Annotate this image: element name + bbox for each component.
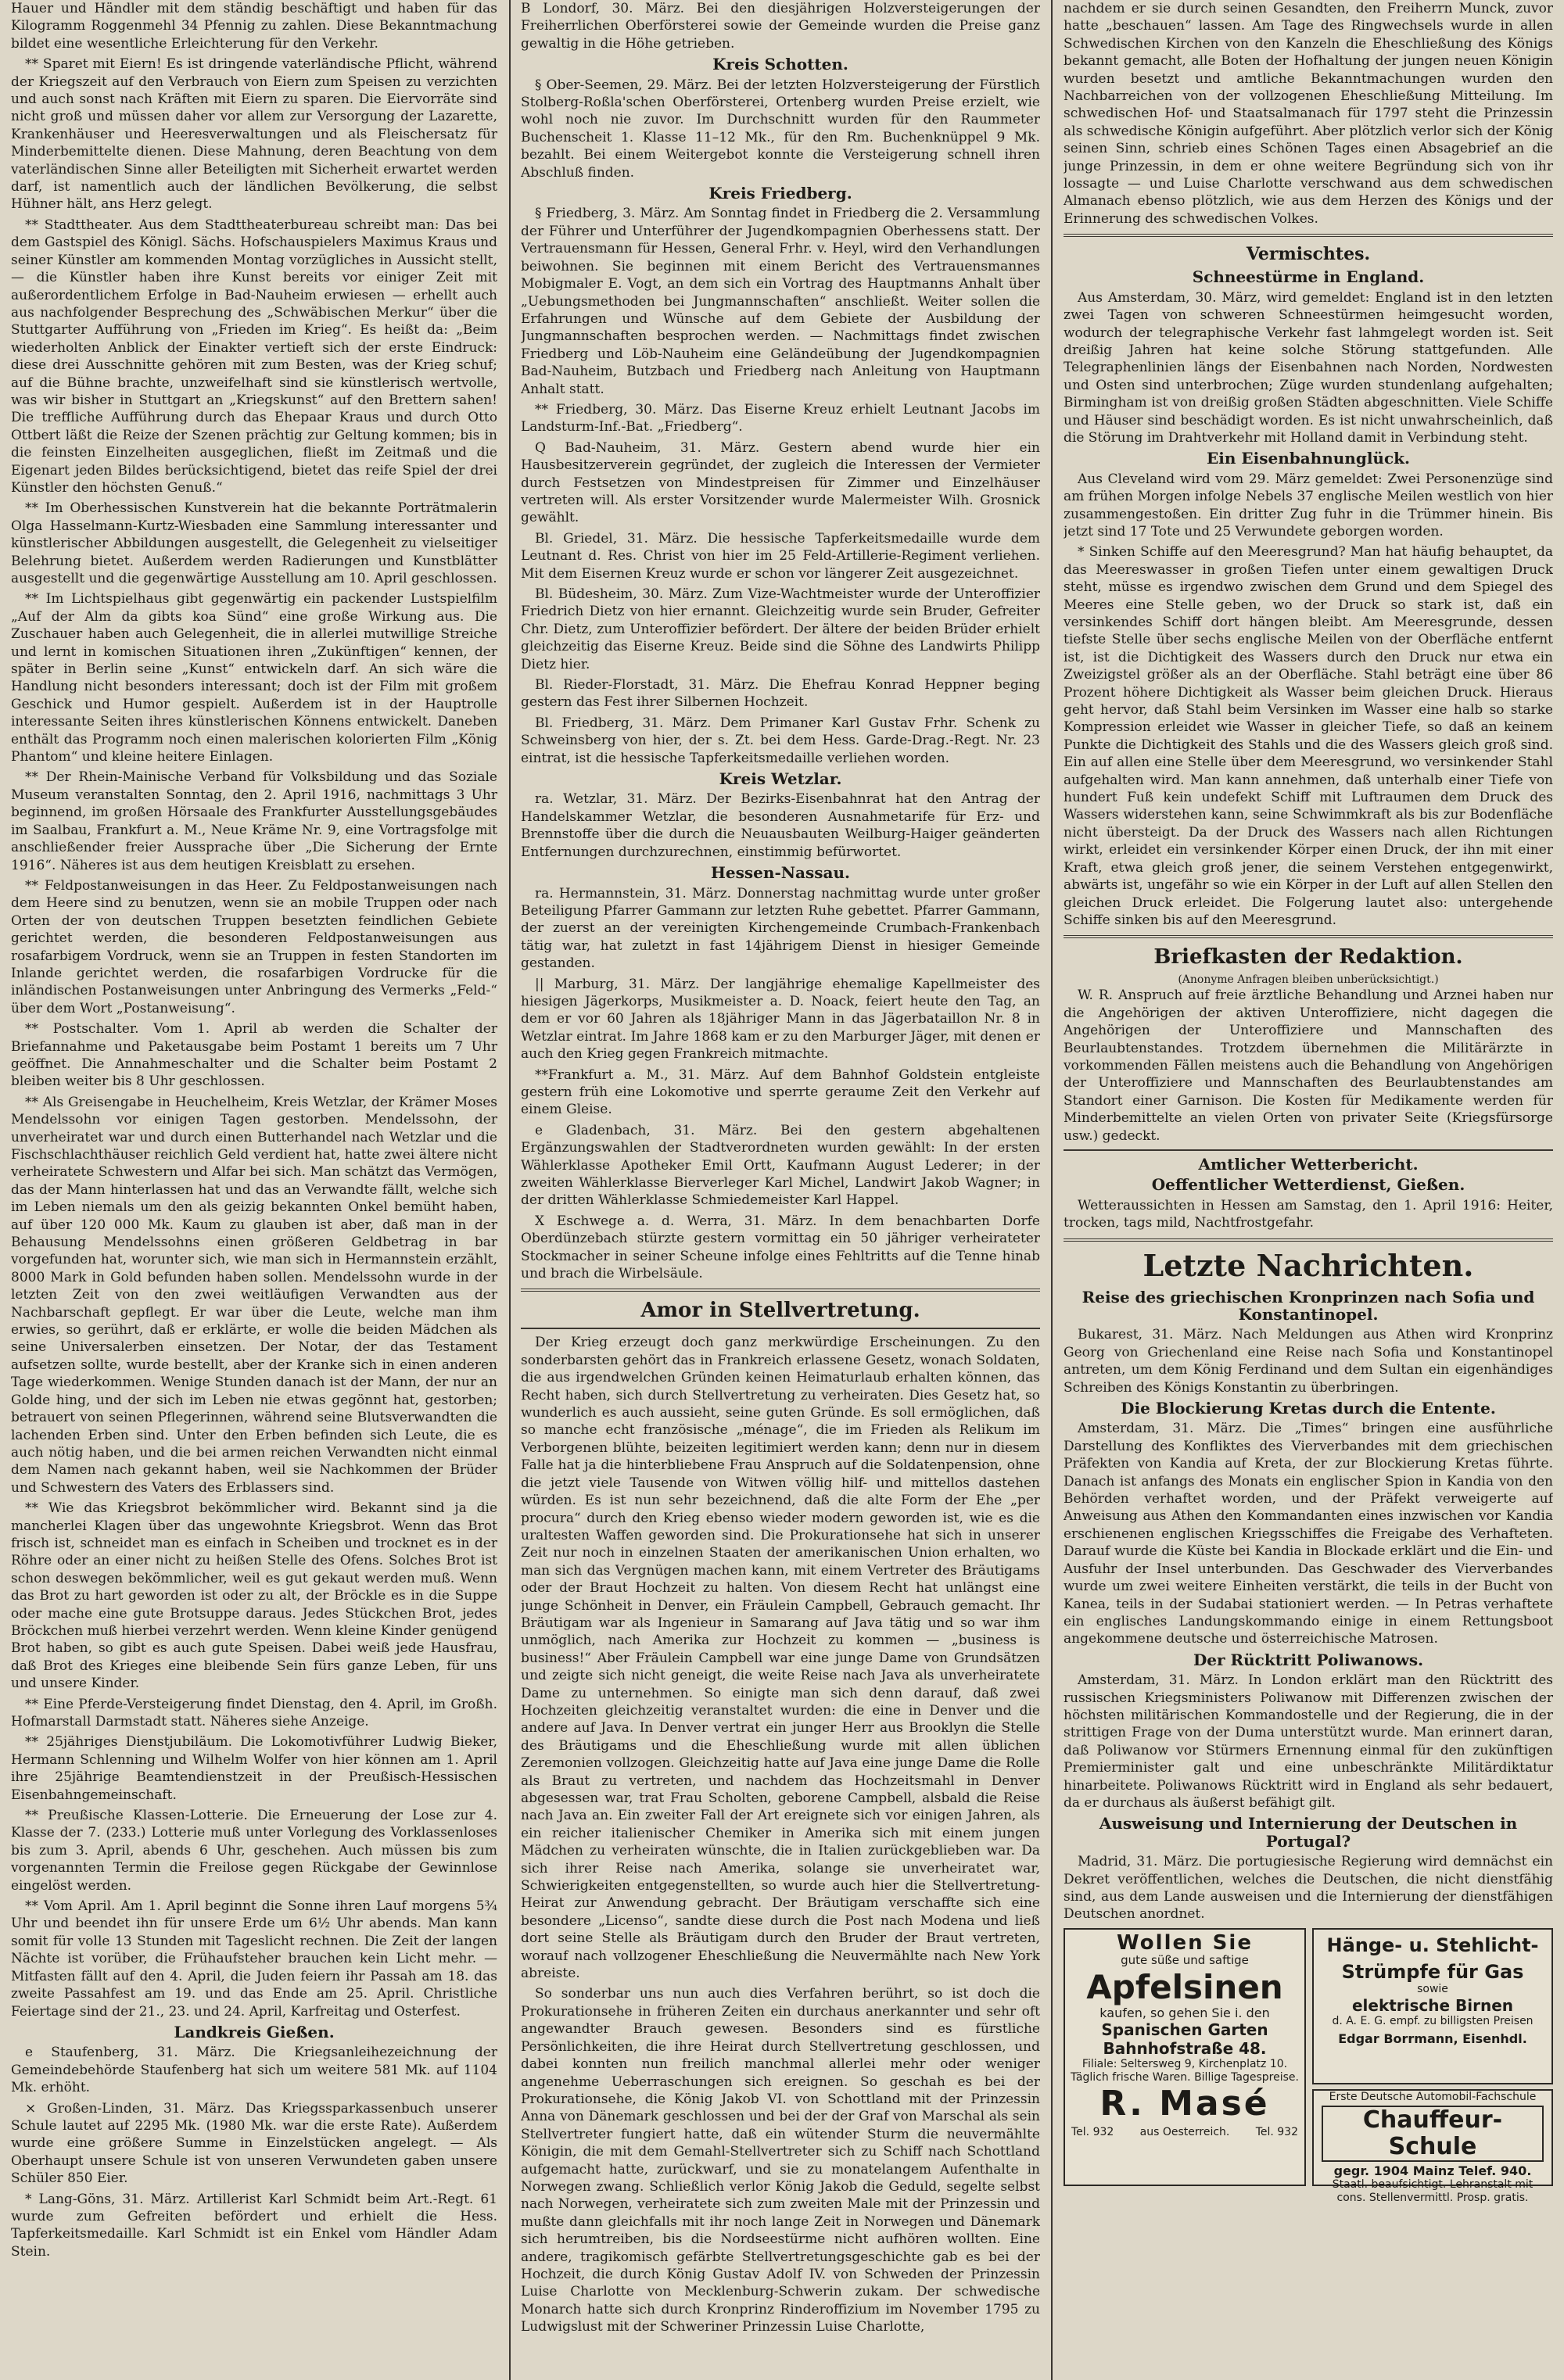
ad-text: Filiale: Seltersweg 9, Kirchenplatz 10. <box>1082 2057 1288 2070</box>
article-paragraph: ** Im Lichtspielhaus gibt gegenwärtig ein packender Lustspielfilm „Auf der Alm da gibts koa Sünd“ eine große Wirkung aus. Die Zuschauer haben auch Gelegenheit, die in allerlei mutwillige Streiche und lernt in komischen Situationen ihren „Zukünftigen“ kennen, der später in Berlin seine „Kunst“ entwickeln darf. An sich wäre die Handlung nicht besonders interessant; doch ist der Film mit großem Geschick und Humor gespielt. Außerdem ist in der Hauptrolle interessante Seiten ihres künstlerischen Könnens entwickelt. Daneben enthält das Programm noch einen malerischen kolorierten Film „König Phantom“ und kleine heitere Einlagen. <box>11 591 497 765</box>
advertisements <box>1064 1928 1553 2204</box>
article-paragraph: e Gladenbach, 31. März. Bei den gestern abgehaltenen Ergänzungswahlen der Stadtverordneten wurden gewählt: In der ersten Wählerklasse Apotheker Emil Ortt, Kaufmann August Lederer; in der zweiten Wählerklasse Bierverleger Karl Michel, Landwirt Jakob Wagner; in der dritten Wählerklasse Schmiedemeister Karl Happel. <box>521 1122 1040 1209</box>
column-3 <box>1064 0 1553 2380</box>
ad-phone: Tel. 932 <box>1255 2125 1298 2138</box>
article-paragraph: ** Stadttheater. Aus dem Stadttheaterbureau schreibt man: Das bei dem Gastspiel des Königl. Sächs. Hofschauspielers Maximus Kraus und seiner Künstler am kommenden Montag vorzügliches in Aussicht stellt, — die Künstler haben ihre Kunst bereits vor einiger Zeit mit außerordentlichem Erfolge in Bad-Nauheim erwiesen — erhellt auch aus nachfolgender Besprechung des „Schwäbischen Merkur“ über die Stuttgarter Aufführung von „Frieden im Krieg“. Es heißt da: „Beim wiederholten Anblick der Einakter vertieft sich der erste Eindruck: diese drei Ausschnitte gehören mit zum Besten, was der Krieg schuf; auf die Bühne brachte, unzweifelhaft sind sie künstlerisch wertvolle, was wir bisher in Stuttgart an „Kriegskunst“ auf den Brettern sahen! Die treffliche Aufführung durch das Ehepaar Kraus und durch Otto Ottbert läßt die Reize der Szenen prächtig zur Geltung kommen; bis in die feinsten Einzelheiten ausgeglichen, fließt im Zeitmaß und die Eigenart jeden Bildes berücksichtigend, bietet das reife Spiel der drei Künstler den höchsten Genuß.“ <box>11 217 497 496</box>
subheading: Schneestürme in England. <box>1192 267 1425 287</box>
article-paragraph: Q Bad-Nauheim, 31. März. Gestern abend wurde hier ein Hausbesitzerverein gegründet, der zugleich die Interessen der Vermieter durch Festsetzen von Mindestpreisen für Zimmer und Einzelhäuser vertreten will. Als erster Vorsitzender wurde Malermeister Wilh. Grosnick gewählt. <box>521 439 1040 526</box>
feuilleton-title: Amor in Stellvertretung. <box>640 1299 920 1323</box>
ad-phone: Tel. 932 <box>1071 2125 1114 2138</box>
column-rule <box>1051 0 1053 2380</box>
section-heading: Hessen-Nassau. <box>711 863 850 883</box>
news-headline: Der Rücktritt Poliwanows. <box>1193 1650 1424 1669</box>
article-paragraph: B Londorf, 30. März. Bei den diesjährigen Holzversteigerungen der Freiherrlichen Oberförsterei sowie der Gemeinde wurden die Preise ganz gewaltig in die Höhe getrieben. <box>521 1 1040 52</box>
article-paragraph: ra. Hermannstein, 31. März. Donnerstag nachmittag wurde unter großer Beteiligung Pfarrer Gammann zur letzten Ruhe gebettet. Pfarrer Gammann, der zuerst an der vereinigten Kirchengemeinde Crumbach-Frankenbach tätig war, hat zuletzt in fast 14jährigem Dienst in hiesiger Gemeinde gestanden. <box>521 885 1040 972</box>
ad-apfelsinen <box>1064 1928 1306 2186</box>
article-paragraph: Bl. Friedberg, 31. März. Dem Primaner Karl Gustav Frhr. Schenk zu Schweinsberg von hier, der s. Zt. bei dem Hess. Garde-Drag.-Regt. Nr. 23 eintrat, ist die hessische Tapferkeitsmedaille verliehen worden. <box>521 715 1040 766</box>
article-paragraph: ** Feldpostanweisungen in das Heer. Zu Feldpostanweisungen nach dem Heere sind zu benutzen, wenn sie an mobile Truppen oder nach Orten der von deutschen Truppen besetzten feindlichen Gebiete gerichtet werden, die besonderen Feldpostanweisungen aus rosafarbigem Vordruck, wenn sie an Truppen in festen Standorten im Inlande gerichtet werden, die rosafarbigen Vordrucke für die inländischen Postanweisungen unter Anbringung des Vermerks „Feld-“ über dem Wort „Postanweisung“. <box>11 877 497 1016</box>
article-paragraph: Aus Amsterdam, 30. März, wird gemeldet: England ist in den letzten zwei Tagen von schweren Schneestürmen heimgesucht worden, wodurch der telegraphische Verkehr fast lahmgelegt worden ist. Seit dreißig Jahren hat keine solche Störung stattgefunden. Alle Telegraphenlinien längs der Eisenbahnen nach Norden, Nordwesten und Osten sind unterbrochen; Züge wurden stundenlang aufgehalten; Birmingham ist von dreißig großen Städten abgeschnitten. Viele Schiffe und Häuser sind beschädigt worden. Es ist nicht unwahrscheinlich, daß die Störung im Drahtverkehr mit Holland damit in Verbindung steht. <box>1064 289 1553 446</box>
ad-text: gute süße und saftige <box>1121 1953 1249 1968</box>
divider <box>521 1289 1040 1292</box>
column-rule <box>509 0 511 2380</box>
article-paragraph: * Sinken Schiffe auf den Meeresgrund? Man hat häufig behauptet, da das Meereswasser in großen Tiefen unter einem gewaltigen Druck steht, müsse es irgendwo zwischen dem Grund und dem Spiegel des Meeres eine Stelle geben, wo der Druck so stark ist, daß ein versinkendes Schiff dort hängen bleibt. Am Meeresgrunde, dessen tiefste Stelle über sechs englische Meilen von der Oberfläche entfernt ist, ist die Dichtigkeit des Wassers durch den Druck nur etwa ein Zweizigstel größer als an der Oberfläche. Stahl beträgt eine über 86 Prozent höhere Dichtigkeit als Wasser beim gleichen Druck. Hieraus geht hervor, daß Stahl beim Versinken im Wasser eine halb so starke Kompression erleidet wie Wasser in gleicher Tiefe, so daß an keinem Punkte die Dichtigkeit des Stahls und die des Wassers gleich groß sind. Ein auf allen eine Stelle über dem Meeresgrund, wo versinkender Stahl aufgehalten wird. Man kann annehmen, daß unterhalb einer Tiefe von hundert Fuß kein undefekt Schiff mit Luftraumen dem Druck des Wassers widerstehen kann, seine Schwimmkraft als bis zur Bodenfläche nicht übersteigt. Da der Druck des Wassers nach allen Richtungen wirkt, erleidet ein versinkender Körper einen Druck, der ihn mit einer Kraft, etwa gleich groß jener, die seinem Verstehen entgegenwirkt, abwärts ist, ungefähr so wie ein Körper in der Luft auf allen Stellen den gleichen Druck erleidet. Die Folgerung lautet also: untergehende Schiffe sinken bis auf den Meeresgrund. <box>1064 544 1553 928</box>
subheading: Ein Eisenbahnunglück. <box>1207 449 1410 468</box>
ad-headline: Strümpfe für Gas <box>1341 1960 1524 1983</box>
ad-merchant: Edgar Borrmann, Eisenhdl. <box>1338 2031 1527 2046</box>
divider <box>1064 935 1553 938</box>
weather-heading: Amtlicher Wetterbericht. <box>1198 1154 1419 1174</box>
article-paragraph: Bl. Griedel, 31. März. Die hessische Tapferkeitsmedaille wurde dem Leutnant d. Res. Christ von hier im 25 Feld-Artillerie-Regiment verliehen. Mit dem Eisernen Kreuz wurde er schon vor längerer Zeit ausgezeichnet. <box>521 530 1040 582</box>
latest-news-title: Letzte Nachrichten. <box>1143 1247 1474 1283</box>
ad-text: Täglich frische Waren. Billige Tagespreise. <box>1071 2070 1299 2084</box>
article-paragraph: ** Der Rhein-Mainische Verband für Volksbildung und das Soziale Museum veranstalten Sonntag, den 2. April 1916, nachmittags 3 Uhr beginnend, im großen Hörsaale des Frankfurter Ausstellungsgebäudes im Saalbau, Frankfurt a. M., Neue Kräme Nr. 9, eine Vortragsfolge mit anschließender freier Aussprache über „Die Sicherung der Ernte 1916“. Näheres ist aus dem heutigen Kreisblatt zu ersehen. <box>11 769 497 873</box>
article-paragraph: Madrid, 31. März. Die portugiesische Regierung wird demnächst ein Dekret veröffentlichen, welches die Deutschen, die nicht dienstfähig sind, aus dem Lande ausweisen und die Internierung der dienstfähigen Deutschen anordnet. <box>1064 1854 1553 1923</box>
news-headline: Die Blockierung Kretas durch die Entente. <box>1121 1399 1496 1418</box>
column-1 <box>11 0 497 2380</box>
article-paragraph: ra. Wetzlar, 31. März. Der Bezirks-Eisenbahnrat hat den Antrag der Handelskammer Wetzlar, die besonderen Ausnahmetarife für Erz- und Brennstoffe über die durch die Neuausbauten Weilburg-Haiger geänderten Entfernungen durchzurechnen, einstimmig befürwortet. <box>521 791 1040 860</box>
section-heading: Briefkasten der Redaktion. <box>1153 945 1463 970</box>
ad-text: sowie <box>1417 1982 1448 1995</box>
article-paragraph: W. R. Anspruch auf freie ärztliche Behandlung und Arznei haben nur die Angehörigen der aktiven Unteroffiziere, nicht dagegen die Angehörigen der Unteroffiziere und Mannschaften des Beurlaubtenstandes. Trotzdem übernehmen die Militärärzte in vorkommenden Fällen meistens auch die Behandlung von Angehörigen der Unteroffiziere und Mannschaften des Beurlaubtenstandes am Standort einer Garnison. Die Kosten für Medikamente werden für Minderbemittelte an vielen Orten von privater Seite (Kriegsfürsorge usw.) gedeckt. <box>1064 987 1553 1144</box>
divider <box>1064 1149 1553 1151</box>
article-paragraph: e Staufenberg, 31. März. Die Kriegsanleihezeichnung der Gemeindebehörde Staufenberg hat sich um weitere 581 Mk. auf 1104 Mk. erhöht. <box>11 2045 497 2096</box>
article-paragraph: Amsterdam, 31. März. In London erklärt man den Rücktritt des russischen Kriegsministers Poliwanow mit Differenzen zwischen der höchsten militärischen Kommandostelle und der Regierung, die in der strittigen Frage von der Duma unterstützt wurde. Man erinnert daran, daß Poliwanow vor Stürmers Ernennung einmal für den zukünftigen Premierminister galt und eine unbeschränkte Militärdiktatur hinarbeitete. Poliwanows Rücktritt wird in England als sehr bedauert, da er durchaus als äußerst befähigt gilt. <box>1064 1672 1553 1811</box>
article-paragraph: § Ober-Seemen, 29. März. Bei der letzten Holzversteigerung der Fürstlich Stolberg-Roßla'schen Oberförsterei, Ortenberg wurden Preise erzielt, wie wohl noch nie zuvor. Im Durchschnitt wurden für den Raummeter Buchenscheit 1. Klasse 11–12 Mk., für den Rm. Buchenknüppel 9 Mk. bezahlt. Bei einem Weitergebot konnte die Versteigerung schnell ihren Abschluß finden. <box>521 77 1040 181</box>
ad-chauffeur-school <box>1312 2089 1553 2204</box>
divider <box>521 1328 1040 1329</box>
article-paragraph: Der Krieg erzeugt doch ganz merkwürdige Erscheinungen. Zu den sonderbarsten gehört das in Frankreich erlassene Gesetz, wonach Soldaten, die aus irgendwelchen Gründen keinen Heimaturlaub erhalten können, das Recht haben, sich durch Stellvertretung zu verheiraten. Dies Gesetz hat, so wunderlich es auch aussieht, seine guten Gründe. Es soll ermöglichen, daß so manche echt französische „ménage“, die im Frieden als Relikum im Verborgenen blühte, beizeiten legitimiert werden kann; denn nur in diesem Falle hat ja die hinterbliebene Frau Anspruch auf die Soldatenpension, ohne die jetzt viele Tausende von Witwen völlig hilf- und mittellos dastehen würden. Es ist nun sehr bezeichnend, daß die alte Form der Ehe „per procura“ durch den Krieg ebenso wieder modern geworden ist, wie es die uraltesten Waffen geworden sind. Die Prokurationsehe hat sich in unserer Zeit nur noch in einzelnen Staaten der amerikanischen Union erhalten, wo man sich das Vergnügen machen kann, mit einem Vertreter des Bräutigams oder der Braut Hochzeit zu halten. Von diesem Recht hat unlängst eine junge Schönheit in Denver, ein Fräulein Campbell, Gebrauch gemacht. Ihr Bräutigam war als Ingenieur in Samarang auf Java tätig und so war ihm unmöglich, nach Amerika zur Hochzeit zu kommen — „business is business!“ Aber Fräulein Campbell war eine junge Dame von Grundsätzen und zeigte sich nicht geneigt, die weite Reise nach Java als unverheiratete Dame zu unternehmen. So einigte man sich denn darauf, daß zwei Hochzeiten gleichzeitig veranstaltet wurden: die eine in Denver und die andere auf Java. In Denver vertrat ein junger Herr aus Brooklyn die Stelle des Bräutigams und die Eheschließung wurde mit allen üblichen Zeremonien vollzogen. Gleichzeitig hatte auf Java eine junge Dame die Rolle als Braut zu vertreten, und nachdem das Hochzeitsmahl in Denver abgesessen war, trat Frau Scholten, geborene Campbell, alsbald die Reise nach Java an. Ein zweiter Fall der Art ereignete sich vor einigen Jahren, als ein reicher italienischer Chemiker in Amerika sich mit einem jungen Mädchen zu verheiraten wünschte, die in Italien zurückgeblieben war. Da sich ihrer Reise nach Amerika, solange sie unverheiratet war, Schwierigkeiten entgegenstellten, so wurde auch hier die Stellvertretung-Heirat zur Anwendung gebracht. Der Bräutigam verschaffte sich eine besondere „Licenso“, sandte diese durch die Post nach Modena und ließ dort seine Stelle als Bräutigam durch den Bruder der Braut vertreten, worauf nach vollzogener Eheschließung die Neuvermählte nach New York abreiste. <box>521 1335 1040 1982</box>
article-paragraph: ** Wie das Kriegsbrot bekömmlicher wird. Bekannt sind ja die mancherlei Klagen über das ungewohnte Kriegsbrot. Wenn das Brot frisch ist, schneidet man es einfach in Scheiben und trocknet es in der Röhre oder an einer nicht zu heißen Stelle des Ofens. Solches Brot ist schon deswegen bekömmlicher, weil es gut gekaut werden muß. Wenn das Brot zu hart geworden ist oder zu alt, der Bröckle es in die Suppe oder mache eine gute Brotsuppe daraus. Jedes Stückchen Brot, jedes Bröckchen muß hierbei verzehrt werden. Wenn kleine Kinder genügend Brot haben, so gibt es auch gute Speisen. Dabei weiß jede Hausfrau, daß Brot des Krieges eine bleibende Sein fürs ganze Leben, für uns und unsere Kinder. <box>11 1500 497 1692</box>
article-paragraph: X Eschwege a. d. Werra, 31. März. In dem benachbarten Dorfe Oberdünzebach stürzte gestern vormittag ein 50 jähriger verheirateter Stockmacher in seiner Scheune infolge eines Fehltritts auf die Tenne hinab und brach die Wirbelsäule. <box>521 1213 1040 1282</box>
ad-product: elektrische Birnen <box>1351 1995 1514 2015</box>
column-2 <box>521 0 1040 2380</box>
weather-subheading: Oeffentlicher Wetterdienst, Gießen. <box>1151 1175 1465 1195</box>
article-paragraph: Amsterdam, 31. März. Die „Times“ bringen eine ausführliche Darstellung des Konfliktes des Vierverbandes mit dem griechischen Präfekten von Kandia auf Kreta, der zur Blockierung Kretas führte. Danach ist anfangs des Monats ein englischer Spion in Kandia von den Behörden verhaftet worden, und der Präfekt verweigerte auf Anweisung aus Athen den Kommandanten eines inzwischen vor Kandia erschienenen englischen Kriegsschiffes die Freigabe des Verhafteten. Darauf wurde die Küste bei Kandia in Blockade erklärt und die Ein- und Ausfuhr der Insel unterbunden. Das Geschwader des Vierverbandes wurde um zwei weitere Einheiten verstärkt, die teils in der Bucht von Kanea, teils in der Sudabai stationiert werden. — In Petras verhaftete ein englisches Landungskommando einige in einem Rettungsboot angekommene deutsche und österreichische Matrosen. <box>1064 1421 1553 1647</box>
divider <box>1064 1238 1553 1242</box>
ad-gas-lighting <box>1312 1928 1553 2084</box>
section-heading: Vermischtes. <box>1246 244 1371 265</box>
ad-text: gegr. 1904 Mainz Telef. 940. <box>1333 2163 1532 2178</box>
article-paragraph: Bl. Rieder-Florstadt, 31. März. Die Ehefrau Konrad Heppner beging gestern das Fest ihrer Silbernen Hochzeit. <box>521 677 1040 711</box>
subheading: (Anonyme Anfragen bleiben unberücksichtigt.) <box>1178 973 1439 987</box>
article-paragraph: ** Sparet mit Eiern! Es ist dringende vaterländische Pflicht, während der Kriegszeit auf den Verbrauch von Eiern zum Speisen zu verzichten und auch sonst nach Kräften mit Eiern zu sparen. Die Eiervorräte sind nicht groß und müssen daher vor allem zur Versorgung der Lazarette, Krankenhäuser und Heeresverwaltungen und als Fleischersatz für Minderbemittelte dienen. Diese Mahnung, deren Beachtung von dem vaterländischen Sinne aller Beteiligten mit Sicherheit erwartet werden darf, ist namentlich auch der ländlichen Bevölkerung, die selbst Hühner hält, ans Herz gelegt. <box>11 56 497 213</box>
ad-product: Apfelsinen <box>1086 1967 1283 2006</box>
article-paragraph: ** 25jähriges Dienstjubiläum. Die Lokomotivführer Ludwig Bieker, Hermann Schlenning und Wilhelm Wolfer von hier können am 1. April ihre 25jährige Beamtendienstzeit in der Preußisch-Hessischen Eisenbahngemeinschaft. <box>11 1734 497 1803</box>
section-heading: Kreis Wetzlar. <box>719 769 842 789</box>
ad-text: aus Oesterreich. <box>1139 2125 1230 2138</box>
article-paragraph: § Friedberg, 3. März. Am Sonntag findet in Friedberg die 2. Versammlung der Führer und Unterführer der Jugendkompagnien Oberhessens statt. Der Vertrauensmann für Hessen, General Frhr. v. Heyl, wird den Verhandlungen beiwohnen. Sie beginnen mit einem Bericht des Vertrauensmannes Mobigmaler E. Vogt, an dem sich ein Vortrag des Hauptmanns Anhalt über „Uebungsmethoden bei Jungmannschaften“ anschließt. Weiter sollen die Erfahrungen und Wünsche auf dem Gebiete der Ausbildung der Jungmannschaften besprochen werden. — Nachmittags findet zwischen Friedberg und Löb-Nauheim eine Geländeübung der Jugendkompagnien Bad-Nauheim, Butzbach und Friedberg nach Anleitung von Hauptmann Anhalt statt. <box>521 206 1040 397</box>
news-headline: Ausweisung und Internierung der Deutschen in Portugal? <box>1099 1814 1518 1851</box>
article-paragraph: nachdem er sie durch seinen Gesandten, den Freiherrn Munck, zuvor hatte „beschauen“ lassen. Am Tage des Ringwechsels wurde in allen Schwedischen Kirchen von den Kanzeln die Eheschließung des Königs bekannt gemacht, alle Boten der Hofhaltung der jungen neuen Königin wurden besetzt und amtliche Bekanntmachungen wurden den Nachbarreichen von der vollzogenen Eheschließung Mitteilung. Im schwedischen Hof- und Staatsalmanach für 1797 steht die Prinzessin als schwedische Königin aufgeführt. Aber plötzlich verlor sich der König seinen Sinn, schrieb eines Schönen Tages einen Absagebrief an die junge Prinzessin, in dem er ohne weitere Begründung sich von ihr lossagte — und Luise Charlotte verschwand aus dem schwedischen Almanach ebenso plötzlich, wie aus dem Herzen des Königs und der Erinnerung des schwedischen Volkes. <box>1064 1 1553 227</box>
article-paragraph: ** Als Greisengabe in Heuchelheim, Kreis Wetzlar, der Krämer Moses Mendelssohn vor einigen Tagen gestorben. Mendelssohn, der unverheiratet war und durch einen Butterhandel nach Wetzlar und die Fischschlachthäuser reichlich Geld verdient hat, hatte zwei ältere nicht verheiratete Schwestern und Alfar bei sich. Man schätzt das Vermögen, das der Mann hinterlassen hat und das an Verwandte fällt, welche sich im Leben niemals um den als geizig bekannten Onkel bemüht haben, auf über 120 000 Mk. Kaum zu glauben ist aber, daß man in der Behausung Mendelssohns einen größeren Geldbetrag in bar vorgefunden hat, worunter sich, wie man sich in Hermannstein erzählt, 8000 Mark in Gold befunden haben sollen. Mendelssohn wurde in der letzten Zeit von den zwei weitläufigen Verwandten aus der Nachbarschaft gepflegt. Er war über die Leute, welche man ihm erwies, so gerührt, daß er erklärte, er wolle die beiden Mädchen als seine Universalerben einsetzen. Der Notar, der das Testament aufsetzen sollte, wurde bestellt, aber der Kranke sich in einen anderen Tage wiederkommen. Wenige Stunden danach ist der Mann, der nur an Golde hing, und der sich im Leben nie etwas gegönnt hat, gestorben; betrauert von seinen Pflegerinnen, während seine Blutsverwandten die lachenden Erben sind. Unter den Erben befinden sich Leute, die es auch nötig haben, und die bei armen reichen Verwandten nicht einmal dem Namen nach gekannt haben, weil sie Nachkommen der Brüder und Schwestern des Vaters des Erblassers sind. <box>11 1094 497 1496</box>
article-paragraph: * Lang-Göns, 31. März. Artillerist Karl Schmidt beim Art.-Regt. 61 wurde zum Gefreiten befördert und erhielt die Hess. Tapferkeitsmedaille. Karl Schmidt ist ein Enkel vom Händler Adam Stein. <box>11 2191 497 2260</box>
section-heading: Kreis Schotten. <box>712 55 848 74</box>
ad-text: Erste Deutsche Automobil-Fachschule <box>1329 2090 1537 2103</box>
article-paragraph: ** Vom April. Am 1. April beginnt die Sonne ihren Lauf morgens 5¾ Uhr und beendet ihn für unsere Erde um 6½ Uhr abends. Man kann somit für volle 13 Stunden mit Tageslicht rechnen. Die Zeit der langen Nächte ist vorüber, die Frühaufsteher brauchen kein Licht mehr. — Mitfasten fällt auf den 4. April, die Juden feiern ihr Passah am 18. das zweite Passahfest am 19. und das Ende am 25. April. Christliche Feiertage sind der 21., 23. und 24. April, Karfreitag und Osterfest. <box>11 1898 497 2020</box>
article-paragraph: **Frankfurt a. M., 31. März. Auf dem Bahnhof Goldstein entgleiste gestern früh eine Lokomotive und sperrte geraume Zeit den Verkehr auf einem Gleise. <box>521 1066 1040 1118</box>
news-headline: Reise des griechischen Kronprinzen nach Sofia und Konstantinopel. <box>1082 1287 1535 1324</box>
weather-report: Wetteraussichten in Hessen am Samstag, den 1. April 1916: Heiter, trocken, tags mild, Nachtfrostgefahr. <box>1064 1197 1553 1231</box>
article-paragraph: ** Preußische Klassen-Lotterie. Die Erneuerung der Lose zur 4. Klasse der 7. (233.) Lotterie muß unter Vorlegung des Vorklassenloses bis zum 3. April, abends 6 Uhr, geschehen. Auch müssen bis zum vorgenannten Termin die Freilose gegen Rückgabe der Gewinnlose eingelöst werden. <box>11 1808 497 1894</box>
ad-address: Bahnhofstraße 48. <box>1103 2038 1267 2058</box>
divider <box>1064 234 1553 237</box>
ad-text: cons. Stellenvermittl. Prosp. gratis. <box>1336 2191 1529 2204</box>
ad-headline: Chauffeur-Schule <box>1322 2106 1544 2162</box>
article-paragraph: ** Postschalter. Vom 1. April ab werden die Schalter der Briefannahme und Paketausgabe beim Postamt 1 bereits um 7 Uhr geöffnet. Die Annahmeschalter und die Schalter beim Postamt 2 bleiben weiter bis 8 Uhr geschlossen. <box>11 1021 497 1090</box>
article-paragraph: ** Im Oberhessischen Kunstverein hat die bekannte Porträtmalerin Olga Hasselmann-Kurtz-Wiesbaden eine Sammlung interessanter und künstlerischer Abbildungen ausgestellt, die Gelegenheit zu vielseitiger Belehrung bietet. Außerdem werden Radierungen und Kunstblätter ausgestellt und die gegenwärtige Ausstellung am 10. April geschlossen. <box>11 500 497 586</box>
ad-footer <box>1065 2124 1304 2141</box>
article-paragraph: Hauer und Händler mit dem ständig beschäftigt und haben für das Kilogramm Roggenmehl 34 Pfennig zu zahlen. Diese Bekanntmachung bildet eine wesentliche Erleichterung für den Verkehr. <box>11 1 497 52</box>
ad-text: d. A. E. G. empf. zu billigsten Preisen <box>1332 2014 1534 2027</box>
article-paragraph: Aus Cleveland wird vom 29. März gemeldet: Zwei Personenzüge sind am frühen Morgen infolge Nebels 37 englische Meilen westlich von hier zusammengestoßen. Ein dritter Zug fuhr in die Trümmer hinein. Bis jetzt sind 17 Tote und 25 Verwundete geborgen worden. <box>1064 471 1553 539</box>
ad-shop-name: Spanischen Garten <box>1101 2020 1268 2039</box>
section-heading: Landkreis Gießen. <box>174 2022 335 2041</box>
ad-headline: Hänge- u. Stehlicht- <box>1326 1934 1539 1956</box>
section-heading: Kreis Friedberg. <box>708 184 852 203</box>
article-paragraph: Bl. Büdesheim, 30. März. Zum Vize-Wachtmeister wurde der Unteroffizier Friedrich Dietz von hier ernannt. Gleichzeitig wurde sein Bruder, Gefreiter Chr. Dietz, zum Unteroffizier befördert. Der ältere der beiden Brüder erhielt gleichzeitig das Eiserne Kreuz. Beide sind die Söhne des Landwirts Philipp Dietz hier. <box>521 586 1040 672</box>
article-paragraph: So sonderbar uns nun auch dies Verfahren berührt, so ist doch die Prokurationsehe in früheren Zeiten ein durchaus anerkannter und sehr oft angewandter Brauch gewesen. Besonders sind es fürstliche Persönlichkeiten, die ihre Heirat durch Stellvertretung geschlossen, und dabei konnten nun freilich manchmal allerlei mehr oder weniger angenehme Ueberraschungen sich ereignen. So geschah es bei der Prokurationsehe, die König Jakob VI. von Schottland mit der Prinzessin Anna von Dänemark geschlossen und bei der der Graf von Marschal als sein Stellvertreter fungiert hatte, daß ein wütender Sturm die neuvermählte Königin, die mit dem Gemahl-Stellvertreter sich zu Schiff nach Schottland aufgemacht hatte, zurückwarf, und sie zu monatelangem Aufenthalte in Norwegen zwang. Schließlich verlor König Jakob die Geduld, segelte selbst nach Norwegen, verheiratete sich zum zweiten Male mit der Prinzessin und mußte dann gleichfalls mit ihr noch lange Zeit in Norwegen und Dänemark sich herumtreiben, bis die Nordseestürme nicht aufhören wollten. Eine andere, tragikomisch gefärbte Stellvertretungsgeschichte gab es bei der Hochzeit, die durch König Gustav Adolf IV. von Schweden der Prinzessin Luise Charlotte von Mecklenburg-Schwerin zukam. Der schwedische Monarch hatte sich durch Kronprinz Rinderoffizium im November 1795 zu Ludwigslust mit der Schweriner Prinzessin Luise Charlotte, <box>521 1986 1040 2335</box>
ad-headline: Wollen Sie <box>1117 1930 1253 1955</box>
article-paragraph: || Marburg, 31. März. Der langjährige ehemalige Kapellmeister des hiesigen Jägerkorps, Musikmeister a. D. Noack, feiert heute den Tag, an dem er vor 60 Jahren als 18jähriger Mann in das Jägerbataillon Nr. 8 in Wetzlar eintrat. Im Jahre 1868 kam er zu den Marburger Jäger, mit denen er auch den Krieg gegen Frankreich mitmachte. <box>521 976 1040 1063</box>
article-paragraph: ** Eine Pferde-Versteigerung findet Dienstag, den 4. April, im Großh. Hofmarstall Darmstadt statt. Näheres siehe Anzeige. <box>11 1696 497 1729</box>
ad-text: Staatl. beaufsichtigt. Lehranstalt mit <box>1332 2177 1534 2191</box>
article-paragraph: ** Friedberg, 30. März. Das Eiserne Kreuz erhielt Leutnant Jacobs im Landsturm-Inf.-Bat. „Friedberg“. <box>521 401 1040 435</box>
article-paragraph: Bukarest, 31. März. Nach Meldungen aus Athen wird Kronprinz Georg von Griechenland eine Reise nach Sofia und Konstantinopel antreten, um dem König Ferdinand und dem Sultan ein eigenhändiges Schreiben des Königs Konstantin zu überbringen. <box>1064 1327 1553 1396</box>
ad-text: kaufen, so gehen Sie i. den <box>1099 2005 1270 2020</box>
ad-merchant: R. Masé <box>1099 2083 1270 2124</box>
article-paragraph: × Großen-Linden, 31. März. Das Kriegssparkassenbuch unserer Schule lautet auf 2295 Mk. (1980 Mk. war die erste Rate). Außerdem wurde eine größere Summe in Einzelstücken angelegt. — Als Oberhaupt unsere Schule ist von unseren Verwundeten gaben unsere Schüler 850 Eier. <box>11 2100 497 2187</box>
